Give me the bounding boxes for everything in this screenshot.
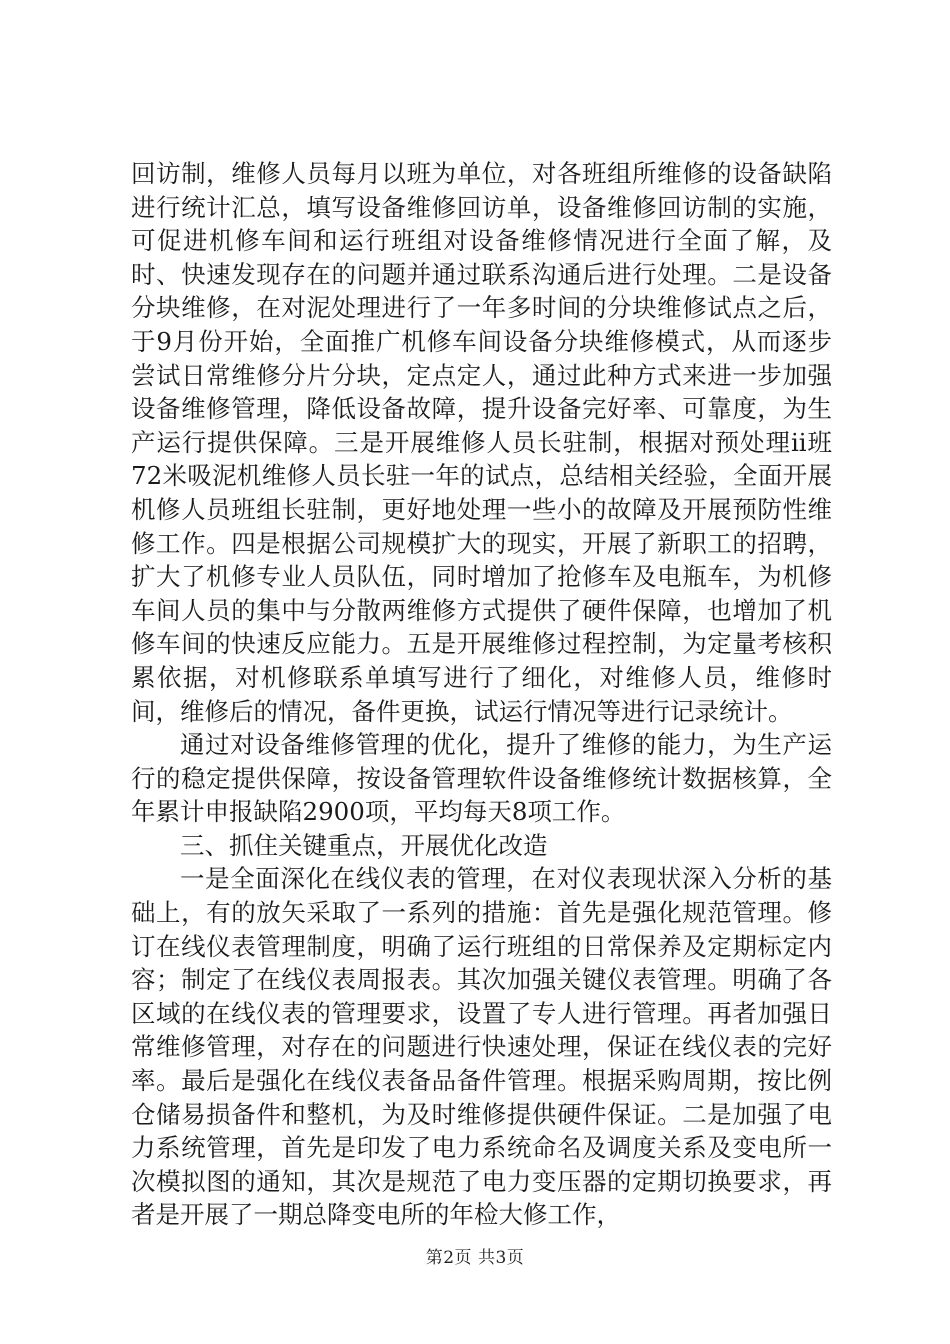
paragraph-maintenance-measures: 回访制，维修人员每月以班为单位，对各班组所维修的设备缺陷进行统计汇总，填写设备维修回访单，设备维修回访制的实施，可促进机修车间和运行班组对设备维修情况进行全面了解，及时、快速发现存在的问题并通过联系沟通后进行处理。二是设备分块维修，在对泥处理进行了一年多时间的分块维修试点之后，于9月份开始，全面推广机修车间设备分块维修模式，从而逐步尝试日常维修分片分块，定点定人，通过此种方式来进一步加强设备维修管理，降低设备故障，提升设备完好率、可靠度，为生产运行提供保障。三是开展维修人员长驻制，根据对预处理ii班72米吸泥机维修人员长驻一年的试点，总结相关经验，全面开展机修人员班组长驻制，更好地处理一些小的故障及开展预防性维修工作。四是根据公司规模扩大的现实，开展了新职工的招聘，扩大了机修专业人员队伍，同时增加了抢修车及电瓶车，为机修车间人员的集中与分散两维修方式提供了硬件保障，也增加了机修车间的快速反应能力。五是开展维修过程控制，为定量考核积累依据，对机修联系单填写进行了细化，对维修人员，维修时间，维修后的情况，备件更换，试运行情况等进行记录统计。 [131, 159, 832, 726]
paragraph-instrument-management: 一是全面深化在线仪表的管理，在对仪表现状深入分析的基础上，有的放矢采取了一系列的措施：首先是强化规范管理。修订在线仪表管理制度，明确了运行班组的日常保养及定期标定内容；制定了在线仪表周报表。其次加强关键仪表管理。明确了各区域的在线仪表的管理要求，设置了专人进行管理。再者加强日常维修管理，对存在的问题进行快速处理，保证在线仪表的完好率。最后是强化在线仪表备品备件管理。根据采购周期，按比例仓储易损备件和整机，为及时维修提供硬件保证。二是加强了电力系统管理，首先是印发了电力系统命名及调度关系及变电所一次模拟图的通知，其次是规范了电力变压器的定期切换要求，再者是开展了一期总降变电所的年检大修工作， [131, 864, 832, 1230]
page-footer: 第2页 共3页 [425, 1248, 525, 1268]
paragraph-maintenance-summary: 通过对设备维修管理的优化，提升了维修的能力，为生产运行的稳定提供保障，按设备管理软件设备维修统计数据核算，全年累计申报缺陷2900项，平均每天8项工作。 [131, 730, 832, 827]
section-heading: 三、抓住关键重点，开展优化改造 [180, 830, 548, 860]
body-text [131, 157, 832, 1232]
